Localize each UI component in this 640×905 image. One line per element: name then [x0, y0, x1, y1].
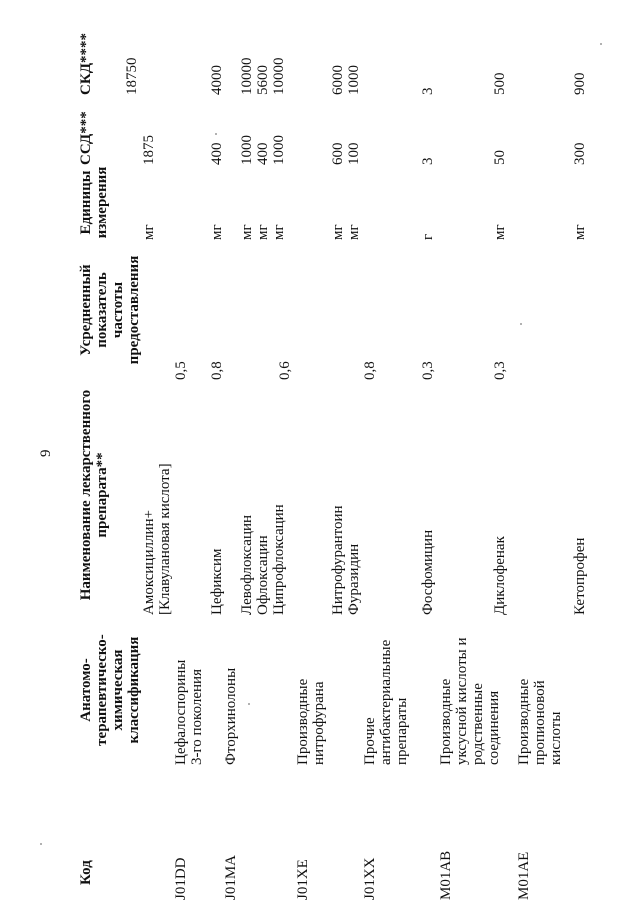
row-drug: Фосфомицин [420, 529, 436, 615]
row-unit: мг [141, 224, 157, 240]
ssd-value: 1000 [239, 135, 255, 165]
header-ssd: ССД*** [78, 111, 94, 165]
unit-value: мг [330, 224, 346, 240]
row-skd: 900 [572, 72, 588, 95]
header-freq-line: показатель [94, 272, 110, 348]
ssd-value: 100 [346, 142, 362, 165]
ssd-value: 1000 [271, 135, 287, 165]
header-atc-line: классификация [126, 636, 142, 744]
row-freq: 0,3 [492, 361, 508, 380]
drug-name: Левофлоксацин [239, 514, 255, 615]
row-unit: мг [492, 224, 508, 240]
row-ssd: 400 [209, 142, 225, 165]
row-ssd: 300 [572, 142, 588, 165]
row-ssd: 1875 [141, 135, 157, 165]
row-atc [223, 668, 239, 765]
scan-speck [248, 703, 250, 705]
row-unit: мг [209, 224, 225, 240]
row-atc [438, 637, 502, 765]
row-code: M01AE [516, 851, 532, 900]
row-unit: мг [572, 224, 588, 240]
row-atc [173, 660, 205, 765]
row-skd [330, 65, 362, 95]
row-atc-line: Производные [516, 678, 532, 765]
drug-name: Амоксициллин+ [141, 510, 157, 615]
row-unit: г [420, 233, 436, 240]
header-atc-line: химическая [110, 649, 126, 731]
row-code: M01AB [438, 850, 454, 900]
drug-name: Нитрофурантоин [330, 505, 346, 615]
scan-speck [600, 43, 602, 45]
drug-name: [Клавулановая кислота] [157, 463, 173, 615]
row-atc-line: уксусной кислоты и [454, 637, 470, 765]
header-atc-line: Анатомо- [78, 658, 94, 722]
row-drug: Кетопрофен [572, 537, 588, 615]
row-atc [516, 679, 564, 765]
unit-value: мг [346, 224, 362, 240]
header-drug-line: препарата** [94, 452, 110, 538]
row-unit [239, 224, 287, 240]
row-freq: 0,6 [277, 361, 293, 380]
header-drug-line: Наименование лекарственного [78, 389, 94, 601]
skd-value: 10000 [239, 57, 255, 95]
row-code: J01MA [223, 854, 239, 900]
row-atc-line: родственные [470, 683, 486, 765]
header-freq-line: предоставления [126, 255, 142, 365]
row-ssd: 3 [420, 157, 436, 165]
row-drug: Цефиксим [209, 548, 225, 615]
row-drug [141, 463, 173, 615]
row-atc-line: Фторхинолоны [223, 667, 239, 765]
row-freq: 0,3 [420, 361, 436, 380]
row-atc-line: пропионовой [532, 680, 548, 765]
unit-value: мг [239, 224, 255, 240]
row-atc-line: нитрофурана [311, 681, 327, 765]
ssd-value: 400 [255, 142, 271, 165]
row-atc-line: Производные [438, 678, 454, 765]
row-atc [295, 679, 327, 765]
row-atc-line: кислоты [548, 711, 564, 765]
row-atc [362, 640, 410, 765]
row-ssd [330, 143, 362, 166]
scan-speck [40, 843, 42, 845]
page-number: 9 [38, 449, 54, 457]
row-drug [239, 504, 287, 615]
row-code: J01XX [362, 857, 378, 900]
drug-name: Фуразидин [346, 543, 362, 615]
row-atc-line: препараты [394, 697, 410, 765]
row-freq: 0,5 [173, 361, 189, 380]
drug-name: Ципрофлоксацин [271, 504, 287, 615]
header-unit-line: измерения [94, 166, 110, 239]
row-drug: Диклофенак [492, 536, 508, 615]
row-atc-line: 3-го поколения [189, 669, 205, 765]
skd-value: 5600 [255, 65, 271, 95]
row-skd: 500 [492, 72, 508, 95]
drug-name: Офлоксацин [255, 535, 271, 615]
row-atc-line: Производные [295, 678, 311, 765]
unit-value: мг [271, 224, 287, 240]
row-skd: 18750 [124, 57, 140, 95]
row-atc-line: Прочие [362, 717, 378, 765]
row-freq: 0,8 [362, 361, 378, 380]
row-ssd: 50 [492, 150, 508, 165]
header-freq-line: частоты [110, 281, 126, 339]
row-code: J01XE [295, 859, 311, 900]
header-freq [78, 240, 142, 380]
header-unit-line: Единицы [78, 170, 94, 235]
row-ssd [239, 135, 287, 165]
skd-value: 6000 [330, 65, 346, 95]
unit-value: мг [255, 224, 271, 240]
header-unit [78, 165, 110, 240]
row-unit [330, 224, 362, 240]
row-atc-line: Цефалоспорины [173, 659, 189, 765]
header-skd: СКД**** [78, 32, 94, 95]
skd-value: 1000 [346, 65, 362, 95]
header-atc-line: терапевтическо- [94, 634, 110, 746]
header-drug [78, 375, 110, 615]
row-atc-line: антибактериальные [378, 639, 394, 765]
header-code: Код [78, 860, 94, 885]
scan-speck [520, 323, 522, 325]
row-skd: 3 [420, 87, 436, 95]
header-atc [78, 615, 142, 765]
row-code: J01DD [173, 857, 189, 900]
scan-speck [215, 133, 217, 135]
row-freq: 0,8 [209, 361, 225, 380]
ssd-value: 600 [330, 142, 346, 165]
header-freq-line: Усредненный [78, 264, 94, 356]
row-drug [330, 505, 362, 615]
row-atc-line: соединения [486, 690, 502, 765]
row-skd: 4000 [209, 65, 225, 95]
skd-value: 10000 [271, 57, 287, 95]
row-skd [239, 58, 287, 96]
